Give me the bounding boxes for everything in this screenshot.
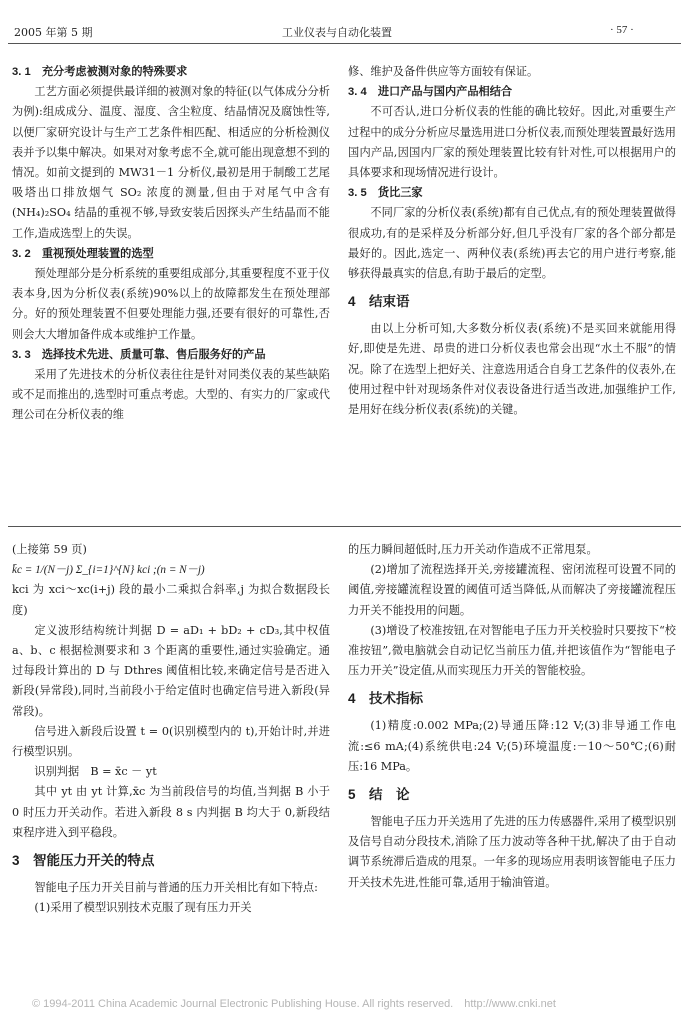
section-heading-3-4: 3. 4 进口产品与国内产品相结合 [348,86,513,99]
article-divider [8,526,681,527]
section-heading-5: 5 结 论 [348,787,410,803]
paragraph: 智能电子压力开关目前与普通的压力开关相比有如下特点: [34,881,318,895]
column-bottom-left [12,540,330,918]
paragraph: 智能电子压力开关选用了先进的压力传感器件,采用了模型识别及信号自动分段技术,消除了压力波动等各种干扰,解决了由于自动调节系统滞后造成的甩泵。一年多的现场应用表明该智能电子压力开关技术先进,性能可靠,适用于输油管道。 [348,815,677,889]
paragraph: 采用了先进技术的分析仪表往往是针对同类仪表的某些缺陷或不足而推出的,选型时可重点考虑。大型的、有实力的厂家或代理公司在分析仪表的维 [12,368,330,422]
paragraph: 其中 yt 由 yt 计算,x̄c 为当前段信号的均值,当判据 B 小于 0 时压力开关动作。若进入新段 8 s 内判据 B 均大于 0,新段结束程序进入到平稳段。 [12,785,330,839]
continuation-note: (上接第 59 页) [12,543,87,556]
section-heading-3-5: 3. 5 货比三家 [348,187,423,200]
paragraph: 的压力瞬间超低时,压力开关动作造成不正常甩泵。 [348,543,598,556]
paragraph: 由以上分析可知,大多数分析仪表(系统)不是买回来就能用得好,即使是先进、昂贵的进口分析仪表也常会出现“水土不服”的情况。除了在选型上把好关、注意选用适合自身工艺条件的仪表外,在使用过程中针对现场条件对仪表设备进行适当改进,加强维护工作,是用好在线分析仪表(系统)的关键。 [348,322,676,417]
paragraph: 信号进入新段后设置 t = 0(识别模型内的 t),开始计时,并进行模型识别。 [12,724,330,759]
journal-title: 工业仪表与自动化装置 [282,26,392,39]
paragraph: (1)采用了模型识别技术克服了现有压力开关 [34,901,252,915]
section-heading-4: 4 技术指标 [348,691,424,707]
paragraph: 修、维护及备件供应等方面较有保证。 [348,65,539,78]
paragraph: 不同厂家的分析仪表(系统)都有自己优点,有的预处理装置做得很成功,有的是采样及分析部分好,但几乎没有厂家的各个部分都是最好的。因此,选定一、两种仪表(系统)再去它的用户进行考察,能够获得最真实的信息,有助于最后的定型。 [348,206,676,281]
column-bottom-right [348,540,676,893]
paragraph: (1)精度:0.002 MPa;(2)导通压降:12 V;(3)非导通工作电流:≤6 mA;(4)系统供电:24 V;(5)环境温度:－10～50℃;(6)耐压:16 MPa。 [348,719,676,773]
paragraph: kci 为 xci～xc(i+j) 段的最小二乘拟合斜率,j 为拟合数据段长度) [12,583,330,617]
formula-criterion: 识别判据 B = x̄c － yt [34,765,157,779]
copyright-watermark: © 1994-2011 China Academic Journal Electronic Publishing House. All rights reserved. http://www.cnki.net [32,998,556,1010]
page-number: · 57 · [610,24,634,36]
paragraph: 工艺方面必须提供最详细的被测对象的特征(以气体成分分析为例):组成成分、温度、湿度、含尘粒度、结晶情况及腐蚀性等,以便厂家研究设计与生产工艺条件相匹配、相适应的分析检测仪表并予以集中解决。如果对对象考虑不全,就可能出现意想不到的情况。如前文提到的 MW31－1 分析仪,最初是用于制酸工艺尾吸塔出口排放烟气 SO₂ 浓度的测量,但由于对尾气中含有(NH₄)₂SO₄ 结晶的重视不够,导致安装后因探头产生结晶而不能工作,造成选型上的失误。 [12,85,330,240]
paragraph: 不可否认,进口分析仪表的性能的确比较好。因此,对重要生产过程中的成分分析应尽量选用进口分析仪表,而预处理装置最好选用国内产品,因国内厂家的预处理装置比较有针对性,可以根据用户的具体要求和现场情况进行设计。 [348,105,676,180]
paragraph: (3)增设了校准按钮,在对智能电子压力开关校验时只要按下“校准按钮”,微电脑就会自动记忆当前压力值,并把该值作为“智能电子压力开关”设定值,从而实现压力开关的智能校验。 [348,623,676,678]
paragraph: (2)增加了流程选择开关,旁接罐流程、密闭流程可设置不同的阈值,旁接罐流程设置的阈值可适当降低,从而解决了旁接罐流程压力开关不能投用的问题。 [348,563,676,617]
section-heading-4: 4 结束语 [348,294,410,310]
section-heading-3-2: 3. 2 重视预处理装置的选型 [12,247,154,260]
page-header [0,22,689,42]
issue-label: 2005 年第 5 期 [14,26,93,39]
column-top-right [348,62,676,420]
paragraph: 预处理部分是分析系统的重要组成部分,其重要程度不亚于仪表本身,因为分析仪表(系统)90%以上的故障都发生在预处理部分。好的预处理装置不但要处理能力强,还要有很好的可靠性,否则会大大增加备件成本或维护工作量。 [12,267,330,341]
header-rule [8,43,681,44]
section-heading-3-3: 3. 3 选择技术先进、质量可靠、售后服务好的产品 [12,348,266,361]
column-top-left [12,62,330,426]
formula-kc: k̄c = 1/(N－j) Σ_{i=1}^{N} kci ;(n = N－j) [12,564,205,577]
section-heading-3: 3 智能压力开关的特点 [12,853,155,869]
section-heading-3-1: 3. 1 充分考虑被测对象的特殊要求 [12,66,188,78]
paragraph: 定义波形结构统计判据 D = aD₁ + bD₂ + cD₃,其中权值 a、b、c 根据检测要求和 3 个距离的重要性,通过实验确定。通过每段计算出的 D 与 Dthres 阈值相比较,来确定信号是否进入新段(异常段),同时,当前段小于给定值时也确定信号进入新段(异常段)。 [12,623,330,718]
